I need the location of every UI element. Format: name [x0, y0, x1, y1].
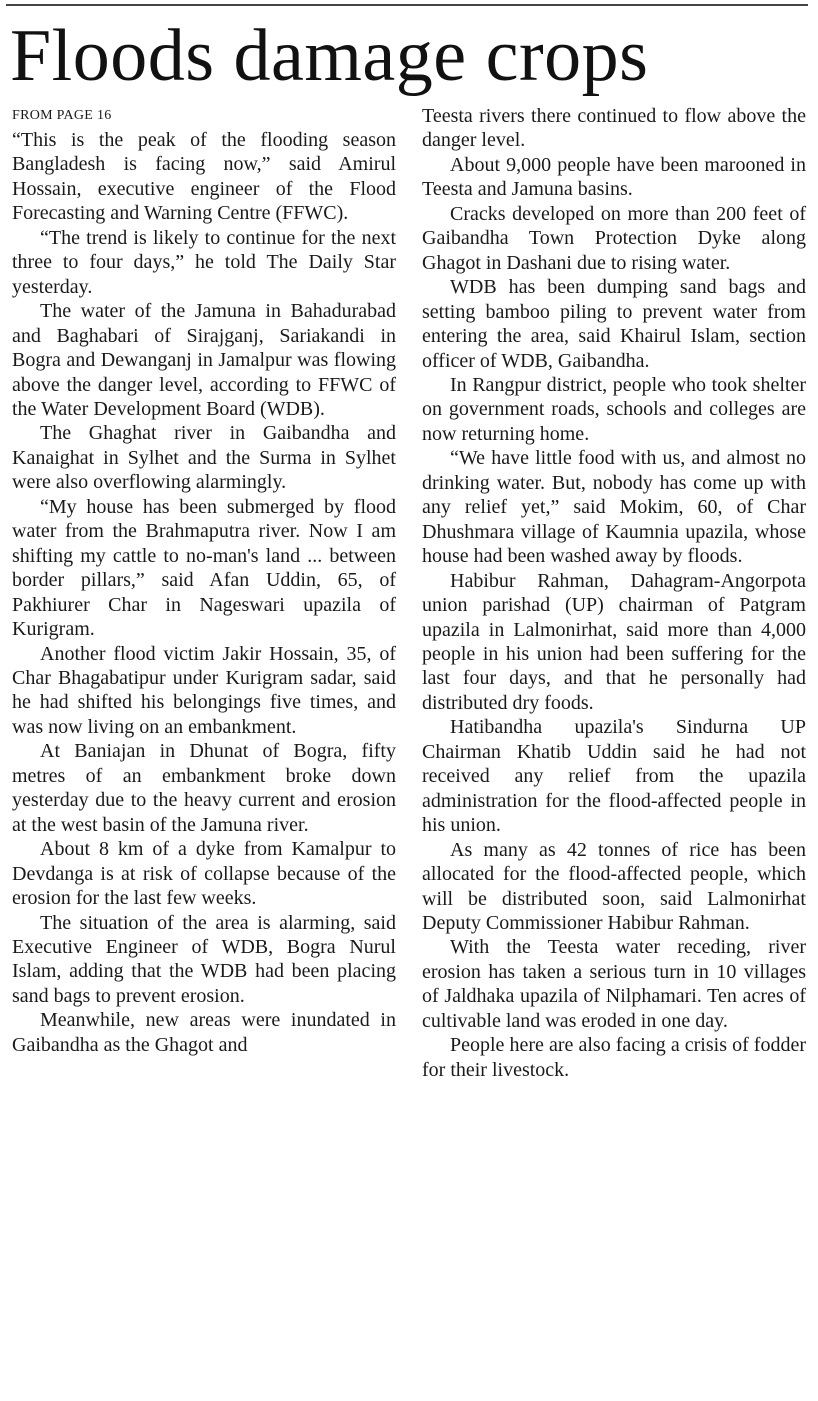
paragraph: “The trend is likely to continue for the next three to four days,” he told The Daily Star yesterday. [12, 226, 396, 298]
paragraph: At Baniajan in Dhunat of Bogra, fifty metres of an embankment broke down yesterday due to the heavy current and erosion at the west basin of the Jamuna river. [12, 740, 396, 836]
top-rule [6, 4, 808, 6]
paragraph: “This is the peak of the flooding season Bangladesh is facing now,” said Amirul Hossain, executive engineer of the Flood Forecasting and Warning Centre (FFWC). [12, 129, 396, 225]
paragraph: The water of the Jamuna in Bahadurabad and Baghabari of Sirajganj, Sariakandi in Bogra and Dewanganj in Jamalpur was flowing above the danger level, according to FFWC of the Water Development Board (WDB). [12, 300, 396, 420]
paragraph: Cracks developed on more than 200 feet of Gaibandha Town Protection Dyke along Ghagot in Dashani due to rising water. [422, 202, 806, 274]
paragraph: About 8 km of a dyke from Kamalpur to Devdanga is at risk of collapse because of the erosion for the last few weeks. [12, 838, 396, 910]
paragraph: As many as 42 tonnes of rice has been allocated for the flood-affected people, which will be distributed soon, said Lalmonirhat Deputy Commissioner Habibur Rahman. [422, 838, 806, 934]
paragraph: WDB has been dumping sand bags and setting bamboo piling to prevent water from entering the area, said Khairul Islam, section officer of WDB, Gaibandha. [422, 276, 806, 372]
paragraph: People here are also facing a crisis of fodder for their livestock. [422, 1034, 806, 1081]
paragraph: Meanwhile, new areas were inundated in Gaibandha as the Ghagot and [12, 1009, 396, 1056]
paragraph: Hatibandha upazila's Sindurna UP Chairman Khatib Uddin said he had not received any relief from the upazila administration for the flood-affected people in his union. [422, 716, 806, 837]
column-right [422, 104, 806, 1082]
paragraph: The situation of the area is alarming, said Executive Engineer of WDB, Bogra Nurul Islam, adding that the WDB had been placing sand bags to prevent erosion. [12, 911, 396, 1007]
paragraph: Habibur Rahman, Dahagram-Angorpota union parishad (UP) chairman of Patgram upazila in Lalmonirhat, said more than 4,000 people in his union had been suffering for the last four days, and that he personally had distributed dry foods. [422, 569, 806, 714]
paragraph: “My house has been submerged by flood water from the Brahmaputra river. Now I am shifting my cattle to no-man's land ... between border pillars,” said Afan Uddin, 65, of Pakhiurer Char in Nageswari upazila of Kurigram. [12, 495, 396, 641]
headline: Floods damage crops [10, 15, 649, 97]
paragraph: With the Teesta water receding, river erosion has taken a serious turn in 10 villages of Jaldhaka upazila of Nilphamari. Ten acres of cultivable land was eroded in one day. [422, 936, 806, 1032]
paragraph: The Ghaghat river in Gaibandha and Kanaighat in Sylhet and the Surma in Sylhet were also overflowing alarmingly. [12, 422, 396, 494]
kicker: FROM PAGE 16 [12, 108, 112, 123]
paragraph: “We have little food with us, and almost no drinking water. But, nobody has come up with any relief yet,” said Mokim, 60, of Char Dhushmara village of Kaumnia upazila, whose house had been washed away by floods. [422, 447, 806, 568]
paragraph: About 9,000 people have been marooned in Teesta and Jamuna basins. [422, 153, 806, 201]
column-left [12, 104, 396, 1057]
paragraph: Another flood victim Jakir Hossain, 35, of Char Bhagabatipur under Kurigram sadar, said he had shifted his belongings five times, and was now living on an embankment. [12, 642, 396, 738]
paragraph: Teesta rivers there continued to flow above the danger level. [422, 105, 806, 152]
paragraph: In Rangpur district, people who took shelter on government roads, schools and colleges are now returning home. [422, 373, 806, 445]
